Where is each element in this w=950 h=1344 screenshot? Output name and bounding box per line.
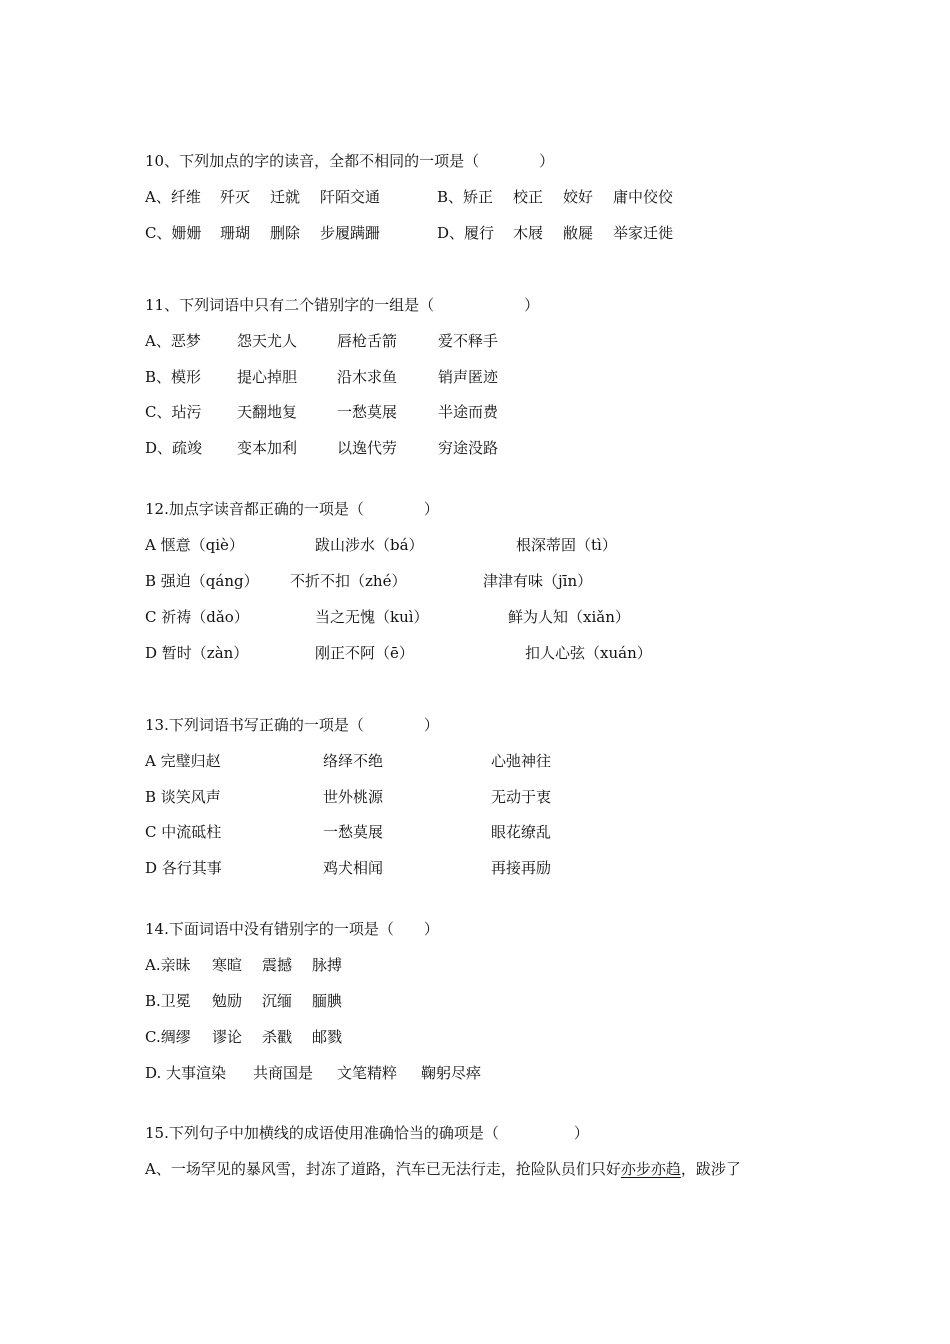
q14-option-c-word-3: 杀戳 (262, 1028, 293, 1046)
q13-option-b-word-3: 无动于衷 (491, 788, 552, 806)
q13-option-d-word-1: D 各行其事 (145, 859, 222, 877)
q11-option-a (145, 330, 645, 352)
q11-option-d-word-2: 变本加利 (237, 439, 298, 457)
q10-option-a-word-1: A、纤维 (145, 188, 201, 206)
q14-option-b-word-4: 腼腆 (312, 992, 343, 1010)
q14-option-b-word-3: 沉缅 (262, 992, 293, 1010)
q14-option-d-word-1: D. 大事渲染 (145, 1064, 227, 1082)
q12-option-b (145, 570, 745, 592)
q10-option-d-word-4: 举家迁徙 (613, 224, 674, 242)
q12-option-d-item-3: 扣人心弦（xuán） (525, 644, 652, 662)
q10-option-a-word-2: 歼灭 (220, 188, 251, 206)
q10-option-b-word-4: 庸中佼佼 (613, 188, 674, 206)
q11-option-a-word-3: 唇枪舌箭 (337, 332, 398, 350)
q14-option-b (145, 990, 565, 1012)
q13-option-b (145, 786, 645, 808)
q10-option-c-word-4: 步履蹒跚 (320, 224, 381, 242)
q10-option-a-word-3: 迁就 (270, 188, 301, 206)
q10-option-d-word-1: D、履行 (437, 224, 495, 242)
q13-option-c-word-3: 眼花缭乱 (491, 823, 552, 841)
q14-option-d-word-4: 鞠躬尽瘁 (421, 1064, 482, 1082)
q13-option-d (145, 857, 645, 879)
q14-option-c (145, 1026, 565, 1048)
q13-option-c-word-2: 一愁莫展 (323, 823, 384, 841)
q10-option-b-word-3: 姣好 (563, 188, 594, 206)
q15-option-a-text-after: ，跋涉了 (680, 1160, 741, 1178)
q12-option-a-item-2: 跋山涉水（bá） (315, 536, 424, 554)
q11-option-b-word-2: 提心掉胆 (237, 368, 298, 386)
q13-option-b-word-2: 世外桃源 (323, 788, 384, 806)
q15-underlined-idiom: 亦步亦趋 (620, 1160, 681, 1178)
q12-option-a (145, 534, 745, 556)
q10-option-b-word-1: B、矫正 (437, 188, 494, 206)
q10-stem: 10、下列加点的字的读音，全都不相同的一项是（ ） (145, 152, 555, 170)
q13-option-c-word-1: C 中流砥柱 (145, 823, 222, 841)
q13-option-a-word-2: 络绎不绝 (323, 752, 384, 770)
q12-option-c-item-1: C 祈祷（dǎo） (145, 608, 249, 626)
q11-option-a-word-4: 爱不释手 (438, 332, 499, 350)
q10-option-d-word-2: 木屐 (513, 224, 544, 242)
q11-option-d-word-4: 穷途没路 (438, 439, 499, 457)
q14-option-a-word-1: A.亲昧 (145, 956, 191, 974)
q11-option-b-word-1: B、模形 (145, 368, 202, 386)
q10-option-d-word-3: 敝屣 (563, 224, 594, 242)
q11-option-b-word-3: 沿木求鱼 (337, 368, 398, 386)
q13-stem: 13.下列词语书写正确的一项是（ ） (145, 716, 439, 734)
q11-option-c-word-1: C、玷污 (145, 403, 202, 421)
q14-option-d (145, 1062, 565, 1084)
q13-option-d-word-3: 再接再励 (491, 859, 552, 877)
q11-option-d-word-3: 以逸代劳 (337, 439, 398, 457)
q13-option-a-word-1: A 完璧归赵 (145, 752, 221, 770)
q13-option-d-word-2: 鸡犬相闻 (323, 859, 384, 877)
q10-options-cd (145, 222, 845, 244)
q11-option-c (145, 401, 645, 423)
q11-option-c-word-3: 一愁莫展 (337, 403, 398, 421)
q10-option-a-word-4: 阡陌交通 (320, 188, 381, 206)
q10-options-ab (145, 186, 845, 208)
q10-option-c-word-2: 珊瑚 (220, 224, 251, 242)
q13-option-a-word-3: 心弛神往 (491, 752, 552, 770)
q10-option-b-word-2: 校正 (513, 188, 544, 206)
q12-option-c (145, 606, 745, 628)
q12-option-c-item-2: 当之无愧（kuì） (315, 608, 429, 626)
q12-option-d-item-1: D 暂时（zàn） (145, 644, 249, 662)
q12-option-a-item-1: A 惬意（qiè） (145, 536, 244, 554)
q10-option-c-word-1: C、姗姗 (145, 224, 202, 242)
q14-option-b-word-2: 勉励 (212, 992, 243, 1010)
q12-stem: 12.加点字读音都正确的一项是（ ） (145, 500, 439, 518)
q11-option-c-word-4: 半途而费 (438, 403, 499, 421)
q11-option-d-word-1: D、疏竣 (145, 439, 203, 457)
q15-option-a-text-before: A、一场罕见的暴风雪，封冻了道路，汽车已无法行走，抢险队员们只好 (145, 1160, 621, 1178)
q12-option-d (145, 642, 745, 664)
q14-option-a-word-4: 脉搏 (312, 956, 343, 974)
q11-option-a-word-2: 怨天尤人 (237, 332, 298, 350)
q12-option-d-item-2: 刚正不阿（ē） (315, 644, 414, 662)
q11-option-a-word-1: A、恶梦 (145, 332, 201, 350)
q11-stem: 11、下列词语中只有二个错别字的一组是（ ） (145, 296, 540, 314)
q14-option-c-word-4: 邮戮 (312, 1028, 343, 1046)
q13-option-b-word-1: B 谈笑风声 (145, 788, 221, 806)
q14-option-a (145, 954, 565, 976)
q10-option-c-word-3: 删除 (270, 224, 301, 242)
q14-option-d-word-3: 文笔精粹 (337, 1064, 398, 1082)
q12-option-b-item-2: 不折不扣（zhé） (290, 572, 407, 590)
q13-option-c (145, 821, 645, 843)
q14-option-c-word-2: 谬论 (212, 1028, 243, 1046)
q12-option-b-item-3: 津津有味（jīn） (483, 572, 593, 590)
q12-option-b-item-1: B 强迫（qáng） (145, 572, 259, 590)
q14-option-c-word-1: C.绸缪 (145, 1028, 191, 1046)
q12-option-a-item-3: 根深蒂固（tì） (516, 536, 617, 554)
q11-option-b (145, 366, 645, 388)
q15-stem: 15.下列句子中加横线的成语使用准确恰当的确项是（ ） (145, 1124, 589, 1142)
q14-option-a-word-3: 震撼 (262, 956, 293, 974)
q12-option-c-item-3: 鲜为人知（xiǎn） (508, 608, 630, 626)
q14-option-b-word-1: B.卫冕 (145, 992, 191, 1010)
q11-option-d (145, 437, 645, 459)
q11-option-b-word-4: 销声匿迹 (438, 368, 499, 386)
q14-option-d-word-2: 共商国是 (253, 1064, 314, 1082)
q11-option-c-word-2: 天翻地复 (237, 403, 298, 421)
q13-option-a (145, 750, 645, 772)
q15-option-a (145, 1158, 741, 1180)
q14-option-a-word-2: 寒暄 (212, 956, 243, 974)
q14-stem: 14.下面词语中没有错别字的一项是（ ） (145, 920, 439, 938)
